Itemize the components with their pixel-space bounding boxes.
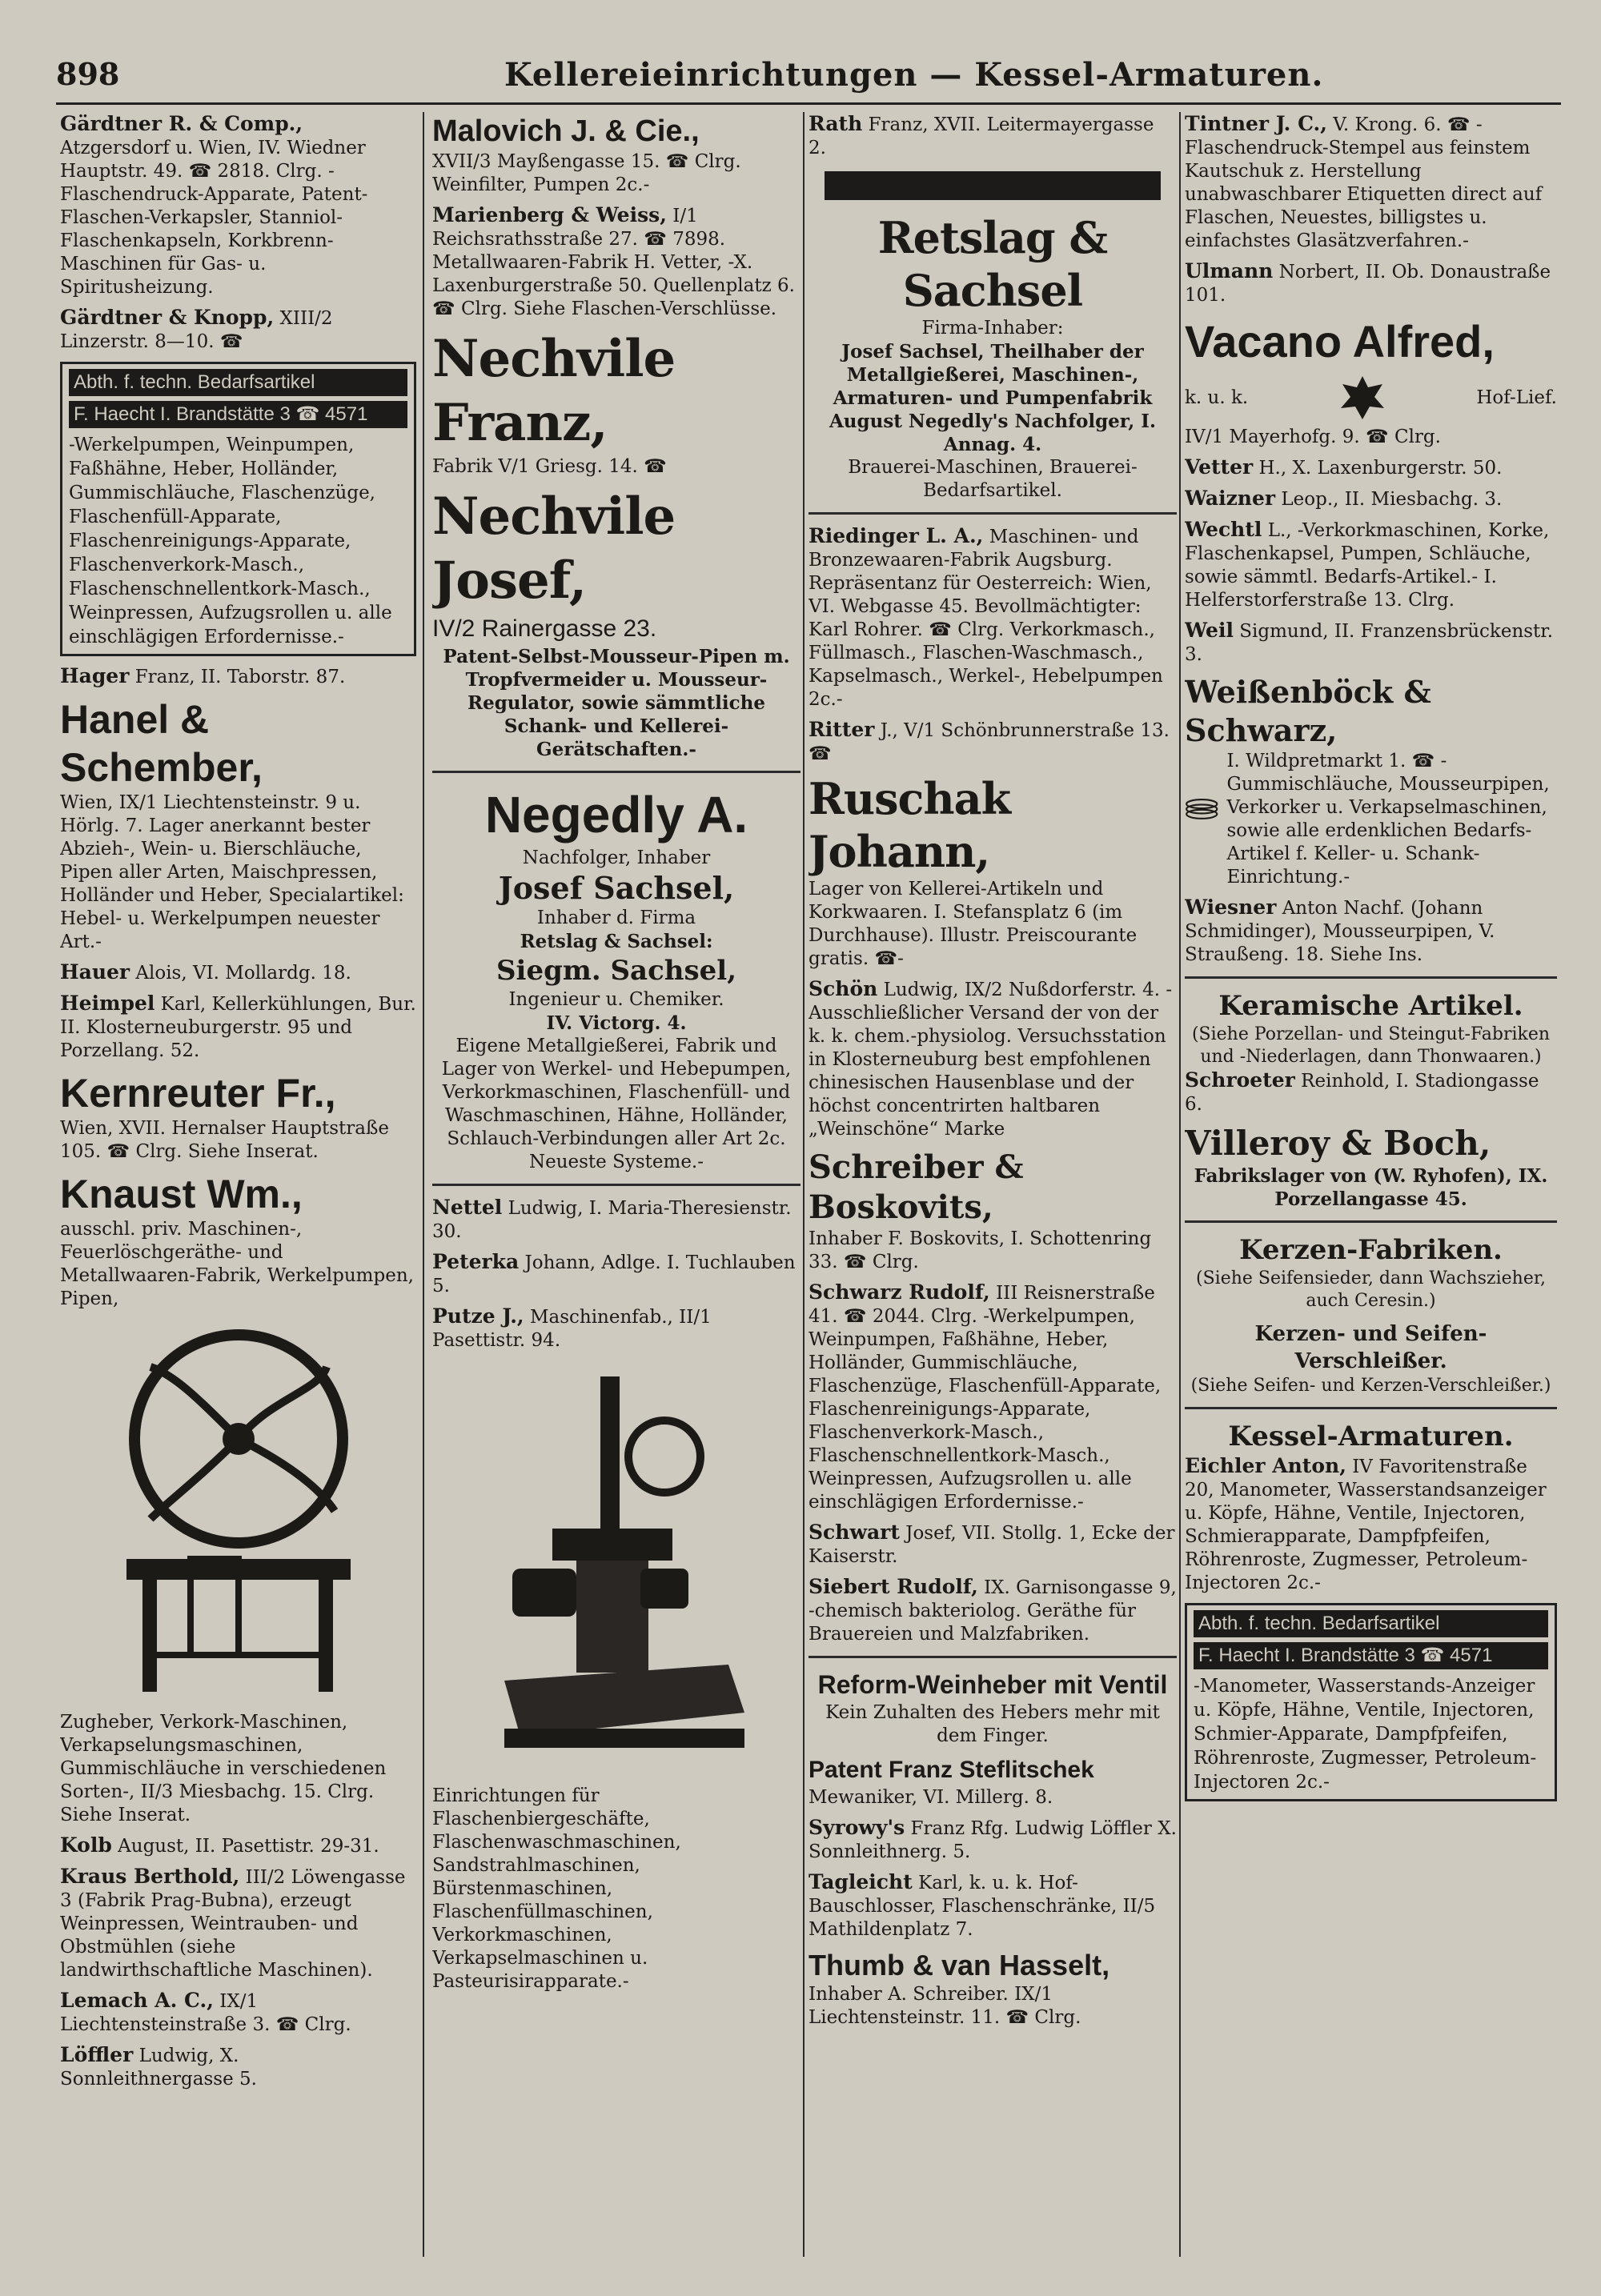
entry-text: Leop., II. Miesbachg. 3.: [1281, 489, 1503, 510]
directory-entry: [432, 112, 800, 197]
rule: [1185, 1407, 1557, 1409]
directory-entry: [432, 485, 800, 761]
entry-text: August, II. Pasettistr. 29-31.: [118, 1836, 379, 1857]
entry-name: Peterka: [432, 1250, 520, 1273]
directory-entry: [809, 1754, 1177, 1809]
column-1: [60, 112, 416, 2257]
entry-name: Schreiber & Boskovits,: [809, 1148, 1024, 1226]
header-rule: [56, 102, 1561, 105]
illustration-caption: [432, 1785, 800, 1993]
boxed-advertisement: [60, 362, 416, 656]
directory-entry: [809, 772, 1177, 971]
column-divider: [423, 112, 424, 2257]
entry-name: Syrowy's: [809, 1816, 905, 1839]
directory-entry: [60, 992, 416, 1063]
entry-text: Fabrik V/1 Griesg. 14. ☎: [432, 456, 667, 477]
ad-line: Firma-Inhaber:: [921, 318, 1064, 339]
directory-entry: [60, 664, 416, 689]
directory-entry: [1185, 1123, 1557, 1211]
directory-entry: [809, 1148, 1177, 1274]
directory-entry: [1185, 112, 1557, 253]
entry-name: Putze J.,: [432, 1304, 524, 1328]
entry-text: III/2 Löwengasse 3 (Fabrik Prag-Bubna), erzeugt Weinpressen, Weintrauben- und Obstmühlen (siehe landwirthschaftliche Maschinen).: [60, 1867, 406, 1981]
entry-name: Hauer: [60, 960, 130, 984]
directory-entry: [1185, 259, 1557, 307]
entry-text: H., X. Laxenburgerstr. 50.: [1258, 458, 1503, 479]
entry-text: Franz, II. Taborstr. 87.: [134, 667, 346, 687]
entry-name: Vacano Alfred,: [1185, 316, 1495, 367]
entry-name: Löffler: [60, 2043, 134, 2066]
directory-entry: [60, 1711, 416, 1827]
entry-name: Malovich J. & Cie.,: [432, 114, 700, 148]
entry-text: Inhaber F. Boskovits, I. Schottenring 33. ☎ Clrg.: [809, 1228, 1152, 1272]
directory-entry: [60, 1170, 416, 1311]
directory-entry: [1185, 1454, 1557, 1595]
box-header: Abth. f. techn. Bedarfsartikel: [69, 369, 407, 396]
ad-line: Retslag & Sachsel:: [520, 931, 713, 952]
column-divider: [1179, 112, 1181, 2257]
ad-line: Nachfolger, Inhaber: [522, 847, 711, 868]
entry-name: Gärdtner & Knopp,: [60, 306, 275, 329]
entry-text: IX/1 Liechtensteinstraße 3. ☎ Clrg.: [60, 1991, 351, 2035]
imperial-eagle-icon: [1334, 370, 1390, 426]
entry-name: Knaust Wm.,: [60, 1172, 303, 1216]
ad-line: Siegm. Sachsel,: [496, 955, 737, 987]
directory-entry: [60, 1833, 416, 1858]
directory-entry: [809, 1870, 1177, 1941]
entry-name: Ruschak Johann,: [809, 773, 1011, 877]
entry-text: V. Krong. 6. ☎ -Flaschendruck-Stempel aus feinstem Kautschuk z. Herstellung unabwaschbarer Etiquetten direct auf Flaschen, Neuestes, billigstes u. einfachstes Glasätzverfahren.-: [1185, 114, 1543, 251]
entry-name: Weißenböck & Schwarz,: [1185, 674, 1431, 748]
ad-line: Brauerei-Maschinen, Brauerei-Bedarfsartikel.: [848, 457, 1138, 501]
directory-entry: [809, 1816, 1177, 1864]
directory-entry: [1185, 518, 1557, 612]
entry-text: J., V/1 Schönbrunnerstraße 13. ☎: [809, 720, 1170, 764]
box-header: Abth. f. techn. Bedarfsartikel: [1194, 1610, 1548, 1637]
entry-name: Heimpel: [60, 992, 155, 1015]
entry-text: IV/1 Mayerhofg. 9. ☎ Clrg.: [1185, 427, 1441, 447]
entry-text: Maschinenfab., II/1 Pasettistr. 94.: [432, 1307, 712, 1351]
entry-text: Ludwig, I. Maria-Theresienstr. 30.: [432, 1198, 792, 1242]
section-note: (Siehe Seifen- und Kerzen-Verschleißer.): [1190, 1376, 1551, 1396]
entry-name: Schwart: [809, 1521, 900, 1544]
entry-text: Anton Nachf. (Johann Schmidinger), Mousseurpipen, V. Straußeng. 18. Siehe Ins.: [1185, 898, 1495, 965]
directory-entry: [809, 1575, 1177, 1646]
section-heading: Kerzen- und Seifen-Verschleißer.: [1254, 1322, 1487, 1373]
directory-entry: [432, 1196, 800, 1244]
column-4: [1185, 112, 1557, 2257]
advertisement: [432, 783, 800, 1174]
ad-name: Negedly A.: [484, 786, 748, 843]
entry-text: Sigmund, II. Franzensbrückenstr. 3.: [1185, 621, 1554, 665]
directory-entry: [1185, 314, 1557, 449]
hose-coil-illustration: [1185, 750, 1218, 870]
column-divider: [803, 112, 805, 2257]
ad-body: Josef Sachsel, Theilhaber der Metallgießerei, Maschinen-, Armaturen- und Pumpenfabrik August Negedly's Nachfolger, I. Annag. 4.: [829, 341, 1157, 455]
entry-name: Nechvile Josef,: [432, 487, 676, 611]
ad-name: Reform-Weinheber mit Ventil: [817, 1670, 1168, 1699]
entry-text: Patent-Selbst-Mousseur-Pipen m. Tropfvermeider u. Mousseur-Regulator, sowie sämmtliche Schank- und Kellerei-Gerätschaften.-: [443, 646, 790, 760]
directory-entry: [60, 112, 416, 299]
entry-name: Marienberg & Weiss,: [432, 203, 667, 226]
ad-line: IV. Victorg. 4.: [546, 1012, 687, 1034]
directory-entry: [1185, 896, 1557, 967]
directory-entry: [1185, 1068, 1557, 1116]
entry-text: Atzgersdorf u. Wien, IV. Wiedner Hauptstr. 49. ☎ 2818. Clrg. -Flaschendruck-Apparate, Patent-Flaschen-Verkapsler, Stanniol-Flaschenkapseln, Korkbrenn-Maschinen für Gas- u. Spiritusheizung.: [60, 138, 368, 298]
entry-name: Wechtl: [1185, 518, 1262, 541]
entry-text: IV Favoritenstraße 20, Manometer, Wasserstandsanzeiger u. Köpfe, Hähne, Ventile, Injectoren, Schmierapparate, Dampfpfeifen, Röhrenroste, Zugmesser, Petroleum-Injectoren 2c.-: [1185, 1457, 1547, 1593]
entry-name: Kraus Berthold,: [60, 1865, 240, 1888]
entry-name: Thumb & van Hasselt,: [809, 1949, 1110, 1981]
ad-name: Retslag & Sachsel: [877, 212, 1108, 316]
entry-text: Wien, IX/1 Liechtensteinstr. 9 u. Hörlg. 7. Lager anerkannt bester Abzieh-, Wein- u. Bierschläuche, Pipen aller Arten, Maischpressen, Holländer und Heber, Specialartikel: Hebel- u. Werkelpumpen neuester Art.-: [60, 792, 404, 952]
directory-entry: [60, 2043, 416, 2091]
column-2: [432, 112, 800, 2257]
entry-text: XVII/3 Mayßengasse 15. ☎ Clrg. Weinfilter, Pumpen 2c.-: [432, 151, 741, 195]
entry-address: IV/2 Rainergasse 23.: [432, 615, 657, 642]
entry-name: Wiesner: [1185, 896, 1277, 919]
directory-entry: [1185, 487, 1557, 511]
entry-text: I. Wildpretmarkt 1. ☎ -Gummischläuche, Mousseurpipen, Verkorker u. Verkapselmaschinen, sowie alle erdenklichen Bedarfs-Artikel f. Keller- u. Schank-Einrichtung.-: [1226, 751, 1550, 888]
entry-text: Hof-Lief.: [1476, 387, 1557, 408]
directory-entry: [809, 1948, 1177, 2030]
entry-text: Lager von Kellerei-Artikeln und Korkwaaren. I. Stefansplatz 6 (im Durchhause). Illustr. Preiscourante gratis. ☎-: [809, 879, 1138, 969]
entry-text: ausschl. priv. Maschinen-, Feuerlöschgeräthe- und Metallwaaren-Fabrik, Werkelpumpen, Pipen,: [60, 1219, 414, 1309]
entry-name: Nettel: [432, 1196, 503, 1219]
entry-name: Waizner: [1185, 487, 1276, 510]
advertisement: [809, 211, 1177, 503]
entry-text: Fabrikslager von (W. Ryhofen), IX. Porzellangasse 45.: [1194, 1165, 1548, 1210]
entry-text: I/1 Reichsrathsstraße 27. ☎ 7898. Metallwaaren-Fabrik H. Vetter, -X. Laxenburgerstraße 50. Quellenplatz 6. ☎ Clrg. Siehe Flaschen-Verschlüsse.: [432, 206, 795, 319]
entry-name: Hanel & Schember,: [60, 697, 263, 790]
directory-entry: [809, 524, 1177, 711]
entry-name: Nechvile Franz,: [432, 329, 676, 453]
entry-text: Karl, k. u. k. Hof-Bauschlosser, Flaschenschränke, II/5 Mathildenplatz 7.: [809, 1873, 1156, 1940]
entry-text: Maschinen- und Bronzewaaren-Fabrik Augsburg. Repräsentanz für Oesterreich: Wien, VI. Webgasse 45. Bevollmächtigter: Karl Rohrer. ☎ Clrg. Verkorkmasch., Füllmasch., Flaschen-Waschmasch., Kapselmasch., Werkel-, Hebelpumpen 2c.-: [809, 527, 1163, 710]
entry-text: Ludwig, IX/2 Nußdorferstr. 4. -Ausschließlicher Versand der von der k. k. chem.-physiolog. Versuchsstation in Klosterneuburg best empfohlenen chinesischen Hausenblase und der höchst concentrirten haltbaren „Weinschöne“ Marke: [809, 980, 1173, 1140]
entry-text: Norbert, II. Ob. Donaustraße 101.: [1185, 262, 1551, 306]
entry-name: Kernreuter Fr.,: [60, 1071, 336, 1116]
page-number: 898: [56, 56, 120, 92]
directory-entry: [60, 1989, 416, 2037]
directory-entry: [60, 306, 416, 354]
entry-name: Lemach A. C.,: [60, 1989, 214, 2012]
directory-entry: [60, 960, 416, 985]
section-heading: Kerzen-Fabriken.: [1239, 1234, 1503, 1266]
entry-text: IX. Garnisongasse 9, -chemisch bakteriolog. Geräthe für Brauereien und Malzfabriken.: [809, 1577, 1177, 1645]
entry-name: Riedinger L. A.,: [809, 524, 984, 547]
entry-text: Wien, XVII. Hernalser Hauptstraße 105. ☎ Clrg. Siehe Inserat.: [60, 1118, 389, 1162]
directory-entry: [432, 1250, 800, 1298]
pump-wheel-illustration: [78, 1319, 399, 1703]
box-body: -Manometer, Wasserstands-Anzeiger u. Köpfe, Hähne, Ventile, Injectoren, Schmier-Apparate, Dampfpfeifen, Röhrenroste, Zugmesser, Petroleum-Injectoren 2c.-: [1194, 1676, 1537, 1793]
box-header: F. Haecht I. Brandstätte 3 ☎ 4571: [1194, 1642, 1548, 1669]
ad-line: Josef Sachsel,: [498, 870, 735, 906]
box-header: F. Haecht I. Brandstätte 3 ☎ 4571: [69, 401, 407, 428]
directory-entry: [60, 1069, 416, 1164]
entry-name: Schwarz Rudolf,: [809, 1280, 990, 1304]
directory-entry: [1185, 673, 1557, 889]
directory-entry: [809, 718, 1177, 766]
section-heading: Keramische Artikel.: [1218, 990, 1523, 1022]
rule: [1185, 1220, 1557, 1223]
entry-text: Ludwig, X. Sonnleithnergasse 5.: [60, 2046, 257, 2090]
rule: [809, 1656, 1177, 1658]
directory-entry: [809, 977, 1177, 1141]
entry-text: Karl, Kellerkühlungen, Bur. II. Klosterneuburgerstr. 95 und Porzellang. 52.: [60, 994, 416, 1061]
directory-entry: [432, 1304, 800, 1352]
entry-text: Inhaber A. Schreiber. IX/1 Liechtensteinstr. 11. ☎ Clrg.: [809, 1984, 1081, 2028]
entry-name: Patent Franz Steflitschek: [809, 1757, 1094, 1783]
bottling-machine-illustration: [456, 1360, 776, 1777]
entry-name: Schroeter: [1185, 1068, 1295, 1092]
ad-line: Inhaber d. Firma: [536, 908, 696, 928]
ad-line: Kein Zuhalten des Hebers mehr mit dem Finger.: [825, 1702, 1160, 1746]
rule: [809, 512, 1177, 515]
section-heading: Kessel-Armaturen.: [1228, 1420, 1514, 1453]
entry-text: XIII/2 Linzerstr. 8—10. ☎: [60, 308, 333, 352]
entry-name: Gärdtner R. & Comp.,: [60, 112, 303, 135]
directory-entry: [1185, 619, 1557, 667]
directory-entry: [432, 203, 800, 321]
entry-text: III Reisnerstraße 41. ☎ 2044. Clrg. -Werkelpumpen, Weinpumpen, Faßhähne, Heber, Holländer, Gummischläuche, Flaschenzüge, Flaschenfüll-Apparate, Flaschenreinigungs-Apparate, Flaschenverkork-Masch., Flaschenschnellentkork-Masch., Weinpressen, Aufzugsrollen u. alle einschlägigen Erfordernisse.-: [809, 1283, 1162, 1513]
directory-entry: [809, 1521, 1177, 1569]
directory-entry: [809, 112, 1177, 160]
directory-entry: [809, 1280, 1177, 1514]
entry-name: Tintner J. C.,: [1185, 112, 1327, 135]
entry-name: Siebert Rudolf,: [809, 1575, 978, 1598]
entry-name: Rath: [809, 112, 863, 135]
entry-text: Johann, Adlge. I. Tuchlauben 5.: [432, 1252, 796, 1296]
entry-text: Josef, VII. Stollg. 1, Ecke der Kaiserstr.: [809, 1523, 1175, 1567]
entry-name: Villeroy & Boch,: [1185, 1124, 1491, 1163]
running-head: Kellereieinrichtungen — Kessel-Armaturen.: [504, 56, 1324, 94]
entry-name: Kolb: [60, 1833, 112, 1857]
rule: [432, 771, 800, 773]
ad-body: Eigene Metallgießerei, Fabrik und Lager von Werkel- und Hebepumpen, Verkorkmaschinen, Flaschenfüll- und Waschmaschinen, Hähne, Holländer, Schlauch-Verbindungen aller Art 2c. Neueste Systeme.-: [441, 1036, 792, 1172]
directory-entry: [60, 695, 416, 954]
entry-name: Schön: [809, 977, 878, 1000]
entry-name: Vetter: [1185, 455, 1254, 479]
entry-name: Tagleicht: [809, 1870, 913, 1893]
rule: [1185, 976, 1557, 979]
entry-text: Reinhold, I. Stadiongasse 6.: [1185, 1071, 1539, 1115]
entry-text: Franz Rfg. Ludwig Löffler X. Sonnleithnerg. 5.: [809, 1818, 1177, 1862]
directory-entry: [60, 1865, 416, 1982]
rule: [432, 1184, 800, 1186]
entry-text: Einrichtungen für Flaschenbiergeschäfte, Flaschenwaschmaschinen, Sandstrahlmaschinen, Bürstenmaschinen, Flaschenfüllmaschinen, Verkorkmaschinen, Verkapselmaschinen u. Pasteurisirapparate.-: [432, 1785, 681, 1992]
entry-text: Franz, XVII. Leitermayergasse 2.: [809, 114, 1154, 158]
boxed-advertisement: [1185, 1603, 1557, 1801]
box-body: -Werkelpumpen, Weinpumpen, Faßhähne, Heber, Holländer, Gummischläuche, Flaschenzüge, Flaschenfüll-Apparate, Flaschenreinigungs-Apparate, Flaschenverkork-Masch., Flaschenschnellentkork-Masch., Weinpressen, Aufzugsrollen u. alle einschlägigen Erfordernisse.-: [69, 435, 392, 647]
entry-name: Ritter: [809, 718, 875, 741]
section-note: (Siehe Seifensieder, dann Wachszieher, auch Ceresin.): [1196, 1268, 1546, 1311]
advertisement: [809, 1668, 1177, 1748]
decorative-bar: [825, 171, 1161, 200]
entry-text: Zugheber, Verkork-Maschinen, Verkapselungsmaschinen, Gummischläuche in verschiedenen Sorten-, II/3 Miesbachg. 15. Clrg. Siehe Inserat.: [60, 1712, 387, 1825]
entry-name: Ulmann: [1185, 259, 1274, 282]
entry-name: Hager: [60, 664, 130, 687]
entry-text: L., -Verkorkmaschinen, Korke, Flaschenkapsel, Pumpen, Schläuche, sowie sämmtl. Bedarfs-Artikel.- I. Helferstorferstraße 13. Clrg.: [1185, 520, 1550, 611]
entry-text: Alois, VI. Mollardg. 18.: [135, 963, 351, 984]
entry-text: Mewaniker, VI. Millerg. 8.: [809, 1787, 1053, 1808]
column-3: [809, 112, 1177, 2257]
directory-entry: [432, 327, 800, 479]
section-note: (Siehe Porzellan- und Steingut-Fabriken und -Niederlagen, dann Thonwaaren.): [1191, 1024, 1551, 1067]
entry-name: Weil: [1185, 619, 1234, 642]
entry-name: Eichler Anton,: [1185, 1454, 1346, 1477]
entry-text: k. u. k.: [1185, 387, 1249, 408]
directory-entry: [1185, 455, 1557, 480]
ad-line: Ingenieur u. Chemiker.: [508, 989, 724, 1010]
